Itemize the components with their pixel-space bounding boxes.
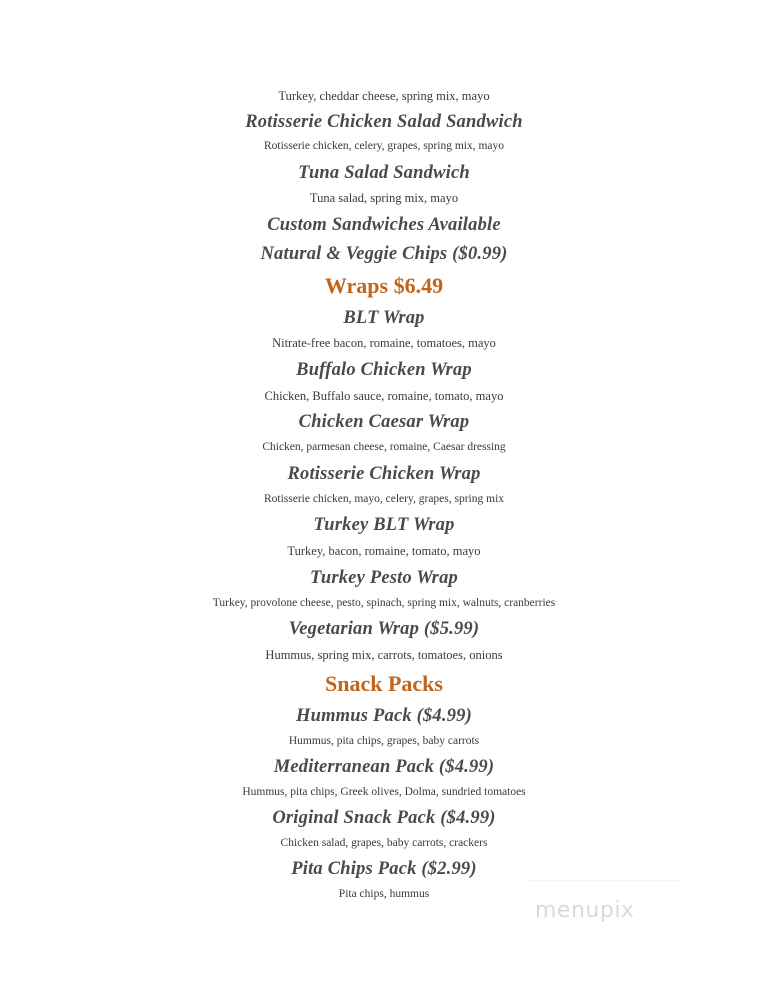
- menu-item-title: Chicken Caesar Wrap: [298, 412, 470, 432]
- menu-item-title: Mediterranean Pack ($4.99): [273, 757, 495, 777]
- watermark-divider: [530, 880, 680, 887]
- item-description: Chicken, parmesan cheese, romaine, Caesar dressing: [262, 441, 506, 453]
- item-description: Rotisserie chicken, celery, grapes, spring mix, mayo: [263, 140, 505, 152]
- item-description: Hummus, pita chips, grapes, baby carrots: [288, 735, 480, 747]
- watermark-logo: menupix: [535, 898, 635, 923]
- menu-item-title: Turkey Pesto Wrap: [310, 568, 458, 588]
- menu-item-title: Rotisserie Chicken Wrap: [287, 464, 481, 484]
- section-heading-wraps: Wraps $6.49: [324, 273, 444, 298]
- menu-item-title: Rotisserie Chicken Salad Sandwich: [245, 112, 523, 132]
- menu-item-title: Vegetarian Wrap ($5.99): [288, 619, 480, 639]
- menu-item-title: Original Snack Pack ($4.99): [272, 808, 496, 828]
- item-description: Rotisserie chicken, mayo, celery, grapes, spring mix: [263, 493, 505, 505]
- section-heading-snack-packs: Snack Packs: [325, 671, 443, 696]
- item-description: Hummus, pita chips, Greek olives, Dolma, sundried tomatoes: [242, 786, 526, 798]
- item-description: Tuna salad, spring mix, mayo: [309, 191, 459, 205]
- menu-item-title: Natural & Veggie Chips ($0.99): [260, 244, 508, 264]
- menu-item-title: Custom Sandwiches Available: [267, 215, 501, 235]
- item-description: Turkey, bacon, romaine, tomato, mayo: [287, 544, 481, 558]
- menu-item-title: Hummus Pack ($4.99): [296, 706, 472, 726]
- item-description: Chicken salad, grapes, baby carrots, crackers: [280, 837, 488, 849]
- menu-item-title: Pita Chips Pack ($2.99): [291, 859, 477, 879]
- menu-item-title: Turkey BLT Wrap: [313, 515, 455, 535]
- menu-item-title: Buffalo Chicken Wrap: [296, 360, 472, 380]
- item-description: Turkey, provolone cheese, pesto, spinach, spring mix, walnuts, cranberries: [212, 597, 556, 609]
- item-description: Hummus, spring mix, carrots, tomatoes, onions: [265, 648, 503, 662]
- menu-item-title: Tuna Salad Sandwich: [298, 163, 470, 183]
- menu-item-title: BLT Wrap: [343, 308, 425, 328]
- item-description: Turkey, cheddar cheese, spring mix, mayo: [278, 89, 490, 103]
- item-description: Chicken, Buffalo sauce, romaine, tomato, mayo: [264, 389, 504, 403]
- item-description: Nitrate-free bacon, romaine, tomatoes, mayo: [272, 336, 496, 350]
- item-description: Pita chips, hummus: [338, 888, 430, 900]
